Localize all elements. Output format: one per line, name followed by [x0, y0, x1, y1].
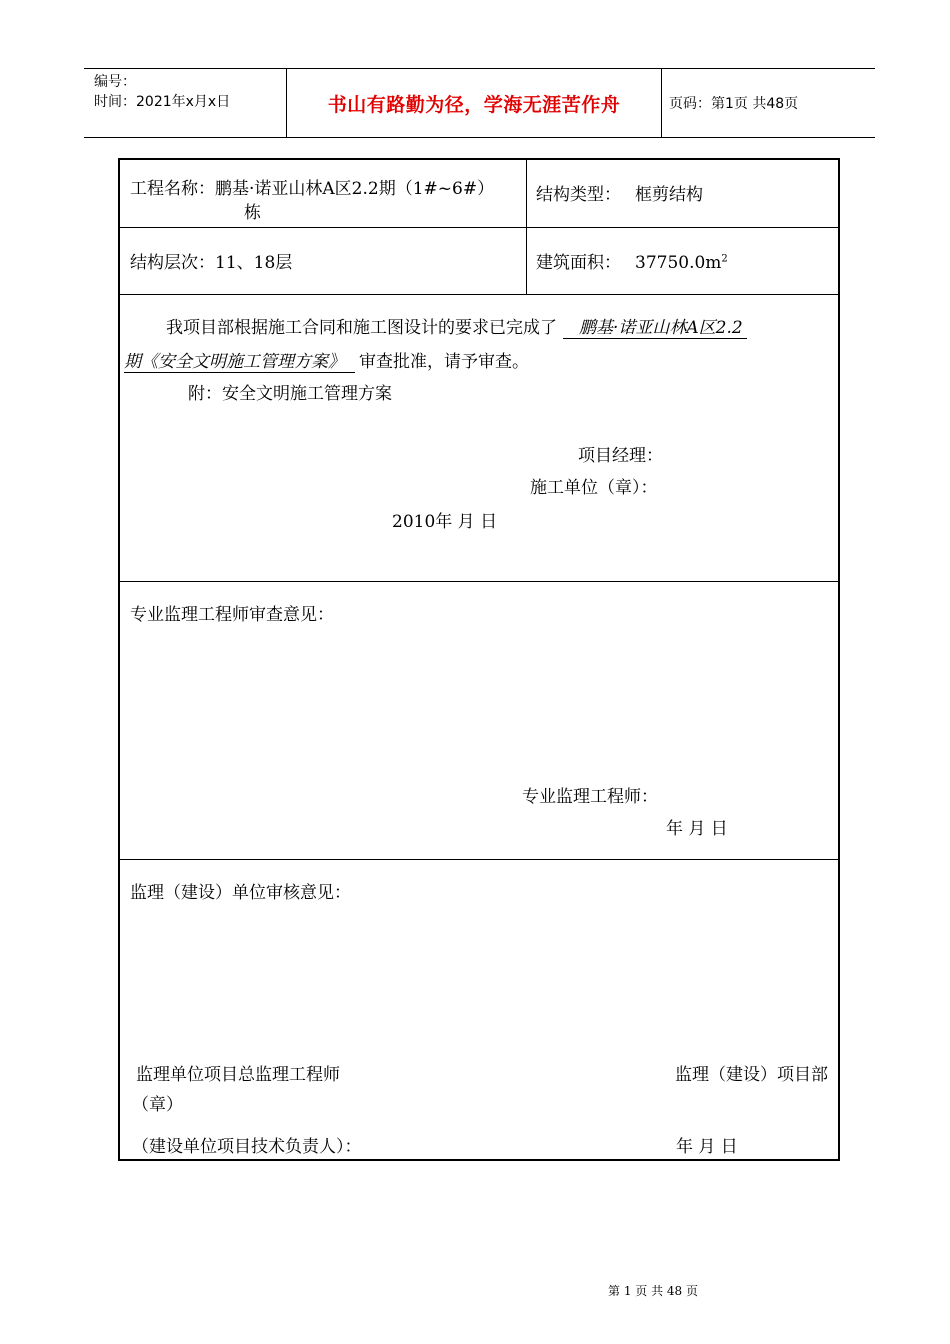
- intro-line: [166, 313, 747, 338]
- seal-label: （章）: [132, 1095, 183, 1115]
- project-name-label: 工程名称：鹏基·诺亚山林A区2.2期（1#~6#）: [130, 179, 495, 199]
- review-date: 年 月 日: [676, 1137, 738, 1157]
- area-value: 37750.0m: [635, 253, 722, 273]
- project-name-value: 鹏基·诺亚山林A区2.2期（1#~6#）: [215, 179, 495, 199]
- row-unit-review: [120, 860, 838, 1161]
- project-name-cont: 栋: [244, 203, 261, 223]
- motto-text: 书山有路勤为径，学海无涯苦作舟: [327, 93, 621, 116]
- chief-supervisor: 监理单位项目总监理工程师: [136, 1065, 340, 1085]
- row-floors-area: [120, 228, 838, 295]
- attachment: 附：安全文明施工管理方案: [188, 384, 392, 404]
- row-divider: [526, 228, 527, 294]
- header-left-cell: [84, 69, 286, 137]
- number-label: 编号：: [94, 74, 136, 90]
- area-unit-sup: 2: [721, 253, 728, 265]
- floors-value: 11、18层: [215, 253, 293, 273]
- floors: 结构层次：11、18层: [130, 253, 293, 273]
- header-center-cell: [286, 69, 662, 137]
- supervisor-opinion-label: 专业监理工程师审查意见：: [130, 605, 334, 625]
- page-footer: 第 1 页 共 48 页: [608, 1284, 698, 1298]
- owner-tech-lead: （建设单位项目技术负责人）：: [132, 1137, 362, 1157]
- approval-form-table: [118, 158, 840, 1161]
- row-project-name: [120, 160, 838, 228]
- project-dept: 监理（建设）项目部: [675, 1065, 828, 1085]
- row-supervisor-opinion: [120, 582, 838, 860]
- supervisor-date: 年 月 日: [666, 819, 728, 839]
- intro-tail: 审查批准，请予审查。: [359, 352, 529, 372]
- page-info: 页码：第1页 共48页: [669, 96, 799, 112]
- intro-underlined-1: 鹏基·诺亚山林A区2.2: [563, 318, 747, 339]
- intro-text: 我项目部根据施工合同和施工图设计的要求已完成了: [166, 318, 557, 338]
- row-submission: [120, 295, 838, 582]
- supervisor-engineer: 专业监理工程师：: [522, 787, 658, 807]
- time-label: 时间：2021年x月x日: [94, 94, 231, 110]
- building-area: 建筑面积： $37750.0m^2$: [536, 253, 728, 273]
- intro-line-2: [124, 347, 529, 372]
- header-right-cell: [661, 69, 875, 137]
- structure-type-value: 框剪结构: [635, 185, 703, 205]
- document-header: [84, 68, 875, 138]
- construction-unit: 施工单位（章）：: [530, 478, 658, 498]
- intro-underlined-2: 期《安全文明施工管理方案》: [124, 352, 355, 373]
- structure-type: 结构类型： 框剪结构: [536, 185, 703, 205]
- row-divider: [526, 160, 527, 227]
- unit-review-label: 监理（建设）单位审核意见：: [130, 883, 351, 903]
- project-manager: 项目经理：: [578, 446, 663, 466]
- submission-date: 2010年 月 日: [392, 512, 498, 532]
